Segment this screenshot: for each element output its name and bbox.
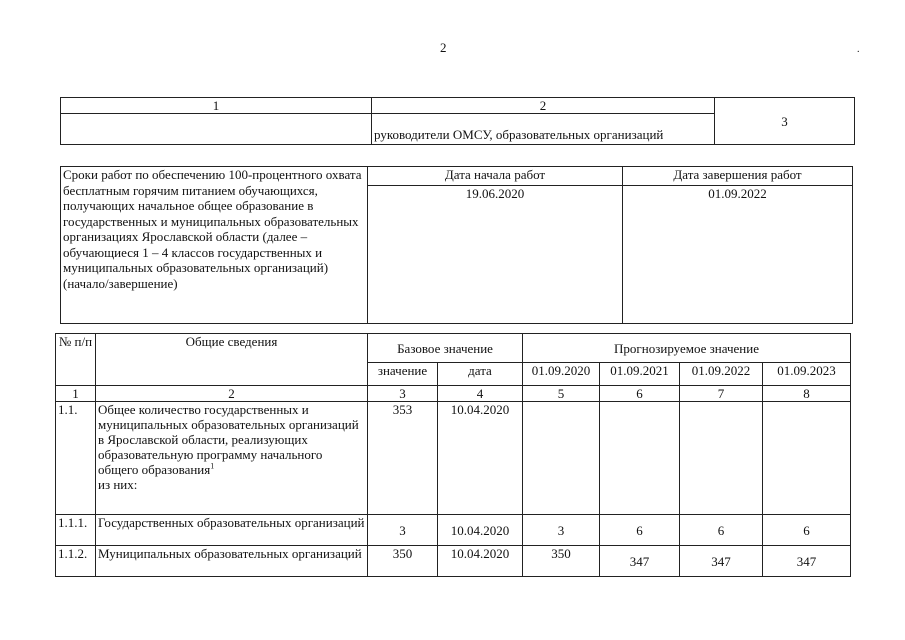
page-number: 2: [440, 40, 447, 55]
index-cell: 4: [438, 386, 523, 402]
index-cell: 7: [680, 386, 763, 402]
index-cell: 6: [600, 386, 680, 402]
index-cell: 3: [368, 386, 438, 402]
row-forecast: 347: [680, 546, 763, 577]
col-info-header: Общие сведения: [96, 334, 368, 386]
header-cell-1: 1: [61, 98, 372, 114]
row-forecast: [763, 402, 851, 515]
table-row: [56, 515, 851, 546]
row-num: 1.1.1.: [56, 515, 96, 546]
year-header: 01.09.2021: [600, 363, 680, 386]
end-date-label: Дата завершения работ: [623, 167, 853, 186]
empty-cell: [61, 114, 372, 145]
table-row: [56, 402, 851, 515]
row-text-main: Общее количество государственных и муниципальных образовательных организаций в Ярославской области, реализующих образовательную программу начального общего образования: [98, 402, 359, 477]
header-cell-3: 3: [715, 98, 855, 145]
data-table: [55, 333, 851, 577]
schedule-description: Сроки работ по обеспечению 100-процентного охвата бесплатным горячим питанием обучающихся, получающих начальное общее образование в государственных и муниципальных образовательных организациях Ярославской области (далее – обучающиеся 1 – 4 классов государственных и муниципальных образовательных организаций) (начало/завершение): [61, 167, 368, 324]
row-date: 10.04.2020: [438, 515, 523, 546]
row-date: 10.04.2020: [438, 402, 523, 515]
sub-value-header: значение: [368, 363, 438, 386]
year-header: 01.09.2023: [763, 363, 851, 386]
row-forecast: [523, 402, 600, 515]
index-cell: 1: [56, 386, 96, 402]
index-cell: 8: [763, 386, 851, 402]
start-date-value: 19.06.2020: [368, 186, 623, 324]
col-base-header: Базовое значение: [368, 334, 523, 363]
row-text-tail: из них:: [98, 477, 138, 492]
row-text: Муниципальных образовательных организаций: [96, 546, 368, 577]
col-num-header: № п/п: [56, 334, 96, 386]
footnote-mark: 1: [210, 461, 215, 471]
row-text: [96, 402, 368, 515]
header-table: [60, 97, 855, 145]
row-num: 1.1.2.: [56, 546, 96, 577]
row-forecast: 3: [523, 515, 600, 546]
row-forecast: 347: [600, 546, 680, 577]
table-row: [56, 546, 851, 577]
row-forecast: 347: [763, 546, 851, 577]
schedule-table: [60, 166, 853, 324]
index-cell: 5: [523, 386, 600, 402]
index-cell: 2: [96, 386, 368, 402]
row-forecast: [680, 402, 763, 515]
row-forecast: 6: [763, 515, 851, 546]
end-date-value: 01.09.2022: [623, 186, 853, 324]
row-value: 353: [368, 402, 438, 515]
col-forecast-header: Прогнозируемое значение: [523, 334, 851, 363]
row-forecast: 350: [523, 546, 600, 577]
row-num: 1.1.: [56, 402, 96, 515]
row-text: Государственных образовательных организаций: [96, 515, 368, 546]
sub-date-header: дата: [438, 363, 523, 386]
responsible-cell: руководители ОМСУ, образовательных организаций: [372, 114, 715, 145]
row-forecast: 6: [680, 515, 763, 546]
start-date-label: Дата начала работ: [368, 167, 623, 186]
year-header: 01.09.2020: [523, 363, 600, 386]
row-forecast: [600, 402, 680, 515]
corner-mark: .: [857, 44, 860, 55]
row-value: 3: [368, 515, 438, 546]
row-date: 10.04.2020: [438, 546, 523, 577]
header-cell-2: 2: [372, 98, 715, 114]
row-forecast: 6: [600, 515, 680, 546]
year-header: 01.09.2022: [680, 363, 763, 386]
row-value: 350: [368, 546, 438, 577]
